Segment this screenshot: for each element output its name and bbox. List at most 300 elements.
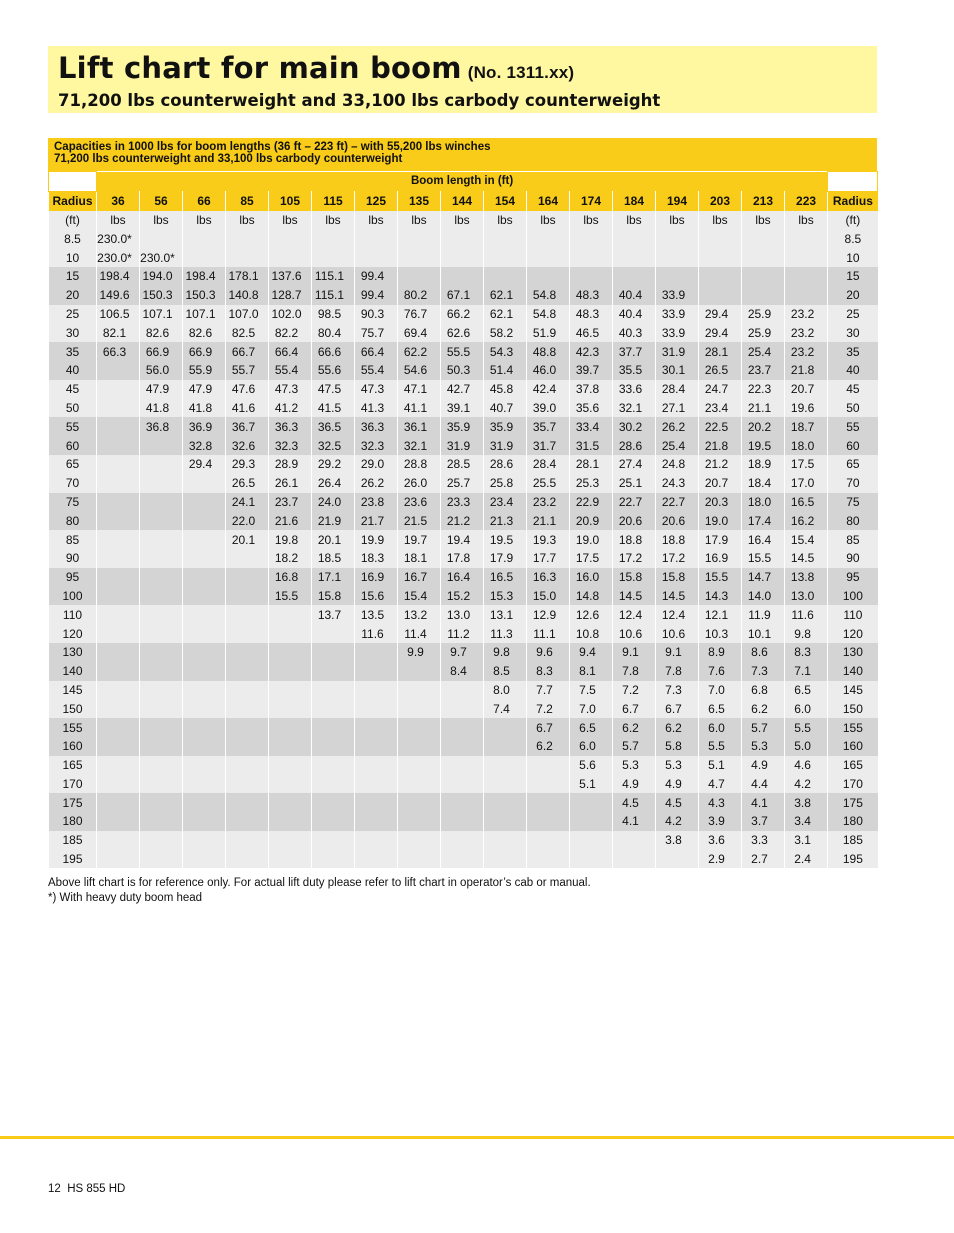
capacity-cell: 13.0: [785, 587, 828, 606]
capacity-cell: [613, 229, 656, 248]
capacity-cell: 28.4: [527, 455, 570, 474]
capacity-cell: 6.0: [699, 718, 742, 737]
radius-cell-right: 70: [828, 474, 878, 493]
capacity-cell: [355, 737, 398, 756]
capacity-cell: 18.8: [656, 530, 699, 549]
capacity-cell: 15.8: [613, 568, 656, 587]
capacity-cell: 47.3: [269, 380, 312, 399]
capacity-cell: [183, 229, 226, 248]
capacity-cell: 10.6: [613, 624, 656, 643]
capacity-cell: 7.1: [785, 662, 828, 681]
capacity-cell: 15.0: [527, 587, 570, 606]
capacity-cell: 41.8: [140, 399, 183, 418]
capacity-cell: [656, 248, 699, 267]
capacity-cell: [97, 455, 140, 474]
capacity-cell: [441, 812, 484, 831]
capacity-cell: 8.9: [699, 643, 742, 662]
capacity-cell: 4.4: [742, 775, 785, 794]
capacity-cell: 27.1: [656, 399, 699, 418]
capacity-cell: [570, 831, 613, 850]
capacity-cell: 29.4: [699, 305, 742, 324]
capacity-cell: 20.7: [785, 380, 828, 399]
capacity-cell: 30.2: [613, 417, 656, 436]
capacity-cell: 23.2: [785, 342, 828, 361]
capacity-cell: [183, 718, 226, 737]
capacity-cell: [226, 229, 269, 248]
capacity-cell: 14.5: [656, 587, 699, 606]
capacity-cell: 40.7: [484, 399, 527, 418]
capacity-cell: 14.5: [785, 549, 828, 568]
capacity-cell: [441, 756, 484, 775]
boom-length-154: 154: [484, 191, 527, 210]
capacity-cell: 11.9: [742, 605, 785, 624]
capacity-cell: [140, 474, 183, 493]
radius-unit-left: (ft): [49, 211, 97, 230]
radius-cell-right: 25: [828, 305, 878, 324]
radius-cell: 110: [49, 605, 97, 624]
radius-cell: 85: [49, 530, 97, 549]
capacity-cell: 33.9: [656, 286, 699, 305]
capacity-cell: 14.7: [742, 568, 785, 587]
capacity-cell: [226, 587, 269, 606]
capacity-cell: [97, 831, 140, 850]
capacity-cell: [140, 718, 183, 737]
capacity-cell: [97, 681, 140, 700]
table-caption: [48, 138, 877, 171]
capacity-cell: 66.4: [269, 342, 312, 361]
capacity-cell: [484, 248, 527, 267]
capacity-cell: 19.4: [441, 530, 484, 549]
capacity-cell: [183, 493, 226, 512]
capacity-cell: [527, 812, 570, 831]
capacity-cell: 28.9: [269, 455, 312, 474]
capacity-cell: 16.3: [527, 568, 570, 587]
capacity-cell: 17.4: [742, 511, 785, 530]
capacity-cell: [398, 229, 441, 248]
unit-lbs: lbs: [441, 211, 484, 230]
capacity-cell: 198.4: [183, 267, 226, 286]
capacity-cell: 21.7: [355, 511, 398, 530]
capacity-cell: 14.0: [742, 587, 785, 606]
capacity-cell: [441, 699, 484, 718]
table-row: [49, 493, 878, 512]
capacity-cell: [656, 229, 699, 248]
capacity-cell: 45.8: [484, 380, 527, 399]
capacity-cell: [140, 756, 183, 775]
boom-length-184: 184: [613, 191, 656, 210]
capacity-cell: 36.3: [355, 417, 398, 436]
capacity-cell: 19.0: [699, 511, 742, 530]
capacity-cell: 25.1: [613, 474, 656, 493]
table-row: [49, 718, 878, 737]
notes: [48, 876, 877, 906]
capacity-cell: 7.6: [699, 662, 742, 681]
capacity-cell: 32.3: [355, 436, 398, 455]
capacity-cell: [355, 793, 398, 812]
capacity-cell: 36.1: [398, 417, 441, 436]
capacity-cell: 21.8: [785, 361, 828, 380]
capacity-cell: [226, 549, 269, 568]
radius-cell: 175: [49, 793, 97, 812]
radius-cell: 45: [49, 380, 97, 399]
capacity-cell: [183, 793, 226, 812]
boom-length-row: [49, 191, 878, 210]
radius-cell-right: 165: [828, 756, 878, 775]
capacity-cell: 7.0: [699, 681, 742, 700]
capacity-cell: [226, 662, 269, 681]
capacity-cell: [140, 436, 183, 455]
capacity-cell: [226, 699, 269, 718]
capacity-cell: 26.5: [699, 361, 742, 380]
capacity-cell: 230.0*: [97, 248, 140, 267]
capacity-cell: 26.0: [398, 474, 441, 493]
capacity-cell: 15.8: [656, 568, 699, 587]
capacity-cell: 26.1: [269, 474, 312, 493]
capacity-cell: [140, 831, 183, 850]
table-row: [49, 831, 878, 850]
capacity-cell: [226, 624, 269, 643]
capacity-cell: 17.2: [656, 549, 699, 568]
capacity-cell: [226, 850, 269, 869]
capacity-cell: 115.1: [312, 286, 355, 305]
capacity-cell: 40.3: [613, 323, 656, 342]
capacity-cell: 47.9: [183, 380, 226, 399]
capacity-cell: [312, 737, 355, 756]
boom-length-66: 66: [183, 191, 226, 210]
capacity-cell: 21.5: [398, 511, 441, 530]
table-row: [49, 474, 878, 493]
capacity-cell: 67.1: [441, 286, 484, 305]
capacity-cell: [97, 399, 140, 418]
radius-cell: 180: [49, 812, 97, 831]
table-row: [49, 850, 878, 869]
unit-lbs: lbs: [398, 211, 441, 230]
capacity-cell: 15.6: [355, 587, 398, 606]
capacity-cell: 6.2: [656, 718, 699, 737]
capacity-cell: 82.6: [183, 323, 226, 342]
capacity-cell: 16.9: [355, 568, 398, 587]
capacity-cell: 62.6: [441, 323, 484, 342]
capacity-cell: 25.4: [742, 342, 785, 361]
capacity-cell: [355, 699, 398, 718]
capacity-cell: [269, 624, 312, 643]
capacity-cell: 26.4: [312, 474, 355, 493]
unit-lbs: lbs: [269, 211, 312, 230]
capacity-cell: 20.1: [226, 530, 269, 549]
radius-cell-right: 8.5: [828, 229, 878, 248]
radius-cell-right: 100: [828, 587, 878, 606]
capacity-cell: 47.1: [398, 380, 441, 399]
capacity-cell: [140, 681, 183, 700]
radius-cell: 70: [49, 474, 97, 493]
capacity-cell: 8.0: [484, 681, 527, 700]
capacity-cell: [183, 568, 226, 587]
capacity-cell: 12.4: [613, 605, 656, 624]
capacity-cell: 15.5: [699, 568, 742, 587]
table-row: [49, 229, 878, 248]
radius-cell: 50: [49, 399, 97, 418]
table-row: [49, 681, 878, 700]
capacity-cell: 25.3: [570, 474, 613, 493]
capacity-cell: [398, 267, 441, 286]
table-row: [49, 624, 878, 643]
capacity-cell: 19.3: [527, 530, 570, 549]
radius-cell-right: 185: [828, 831, 878, 850]
capacity-cell: 33.4: [570, 417, 613, 436]
capacity-cell: 7.4: [484, 699, 527, 718]
capacity-cell: 20.7: [699, 474, 742, 493]
radius-cell-right: 80: [828, 511, 878, 530]
capacity-cell: 16.9: [699, 549, 742, 568]
capacity-cell: [226, 737, 269, 756]
capacity-cell: [355, 662, 398, 681]
boom-length-223: 223: [785, 191, 828, 210]
capacity-cell: 16.7: [398, 568, 441, 587]
capacity-cell: 7.8: [613, 662, 656, 681]
capacity-cell: [226, 718, 269, 737]
capacity-cell: [183, 549, 226, 568]
capacity-cell: 12.4: [656, 605, 699, 624]
capacity-cell: [97, 662, 140, 681]
capacity-cell: [484, 737, 527, 756]
radius-cell-right: 195: [828, 850, 878, 869]
capacity-cell: 26.2: [355, 474, 398, 493]
capacity-cell: 36.8: [140, 417, 183, 436]
capacity-cell: 42.4: [527, 380, 570, 399]
capacity-cell: 2.4: [785, 850, 828, 869]
radius-cell-right: 30: [828, 323, 878, 342]
capacity-cell: 10.3: [699, 624, 742, 643]
footer-model: HS 855 HD: [67, 1183, 126, 1195]
capacity-cell: 32.5: [312, 436, 355, 455]
radius-cell: 145: [49, 681, 97, 700]
capacity-cell: [183, 699, 226, 718]
capacity-cell: 28.1: [699, 342, 742, 361]
capacity-cell: 3.9: [699, 812, 742, 831]
capacity-cell: 21.8: [699, 436, 742, 455]
capacity-cell: 35.5: [613, 361, 656, 380]
capacity-cell: 33.9: [656, 305, 699, 324]
capacity-cell: 8.3: [785, 643, 828, 662]
capacity-cell: 150.3: [183, 286, 226, 305]
capacity-cell: [140, 737, 183, 756]
capacity-cell: [269, 850, 312, 869]
capacity-cell: [570, 229, 613, 248]
capacity-cell: [97, 474, 140, 493]
capacity-cell: [269, 718, 312, 737]
capacity-cell: 16.4: [742, 530, 785, 549]
capacity-cell: [742, 267, 785, 286]
capacity-cell: 42.3: [570, 342, 613, 361]
boom-length-105: 105: [269, 191, 312, 210]
capacity-cell: 29.2: [312, 455, 355, 474]
capacity-cell: [398, 831, 441, 850]
capacity-cell: 40.4: [613, 286, 656, 305]
capacity-cell: 69.4: [398, 323, 441, 342]
capacity-cell: [226, 775, 269, 794]
capacity-cell: [97, 699, 140, 718]
capacity-cell: 22.7: [656, 493, 699, 512]
title-model: (No. 1311.xx): [467, 63, 575, 82]
radius-cell: 75: [49, 493, 97, 512]
capacity-cell: 11.4: [398, 624, 441, 643]
capacity-cell: [656, 850, 699, 869]
capacity-cell: [699, 286, 742, 305]
capacity-cell: 3.4: [785, 812, 828, 831]
capacity-cell: [312, 662, 355, 681]
radius-cell-right: 85: [828, 530, 878, 549]
capacity-cell: 16.4: [441, 568, 484, 587]
capacity-cell: [140, 511, 183, 530]
capacity-cell: [183, 587, 226, 606]
capacity-cell: 55.9: [183, 361, 226, 380]
capacity-cell: 25.7: [441, 474, 484, 493]
capacity-cell: 23.6: [398, 493, 441, 512]
capacity-cell: 22.0: [226, 511, 269, 530]
radius-cell: 150: [49, 699, 97, 718]
capacity-cell: 25.5: [527, 474, 570, 493]
capacity-cell: [226, 831, 269, 850]
capacity-cell: 20.2: [742, 417, 785, 436]
capacity-cell: [355, 229, 398, 248]
capacity-cell: 9.1: [613, 643, 656, 662]
capacity-cell: 9.9: [398, 643, 441, 662]
radius-cell-right: 75: [828, 493, 878, 512]
capacity-cell: 41.5: [312, 399, 355, 418]
table-row: [49, 511, 878, 530]
capacity-cell: 230.0*: [140, 248, 183, 267]
capacity-cell: 11.3: [484, 624, 527, 643]
capacity-cell: [269, 643, 312, 662]
capacity-cell: [398, 718, 441, 737]
table-row: [49, 399, 878, 418]
capacity-cell: 17.1: [312, 568, 355, 587]
table-row: [49, 699, 878, 718]
lift-table-body: [49, 229, 878, 868]
capacity-cell: 23.8: [355, 493, 398, 512]
capacity-cell: [441, 850, 484, 869]
capacity-cell: 62.1: [484, 286, 527, 305]
radius-cell-right: 145: [828, 681, 878, 700]
capacity-cell: 19.8: [269, 530, 312, 549]
capacity-cell: 16.0: [570, 568, 613, 587]
capacity-cell: [183, 737, 226, 756]
capacity-cell: 8.1: [570, 662, 613, 681]
capacity-cell: 18.4: [742, 474, 785, 493]
capacity-cell: 42.7: [441, 380, 484, 399]
capacity-cell: 17.7: [527, 549, 570, 568]
capacity-cell: 4.9: [656, 775, 699, 794]
table-row: [49, 248, 878, 267]
radius-cell-right: 40: [828, 361, 878, 380]
capacity-cell: 41.1: [398, 399, 441, 418]
capacity-cell: [355, 812, 398, 831]
radius-cell-right: 140: [828, 662, 878, 681]
capacity-cell: 23.7: [269, 493, 312, 512]
capacity-cell: 80.2: [398, 286, 441, 305]
capacity-cell: 37.7: [613, 342, 656, 361]
capacity-cell: 14.8: [570, 587, 613, 606]
capacity-cell: 18.9: [742, 455, 785, 474]
capacity-cell: 17.8: [441, 549, 484, 568]
capacity-cell: [398, 775, 441, 794]
capacity-cell: [269, 756, 312, 775]
title-box: [48, 46, 877, 113]
capacity-cell: 24.8: [656, 455, 699, 474]
capacity-cell: [312, 699, 355, 718]
capacity-cell: 3.8: [656, 831, 699, 850]
radius-cell: 140: [49, 662, 97, 681]
capacity-cell: [785, 286, 828, 305]
capacity-cell: 47.5: [312, 380, 355, 399]
radius-cell: 185: [49, 831, 97, 850]
capacity-cell: 54.8: [527, 305, 570, 324]
radius-cell-right: 95: [828, 568, 878, 587]
capacity-cell: 21.2: [699, 455, 742, 474]
capacity-cell: [97, 756, 140, 775]
capacity-cell: [527, 756, 570, 775]
page-footer: [48, 1183, 125, 1195]
capacity-cell: [398, 812, 441, 831]
capacity-cell: [355, 681, 398, 700]
capacity-cell: 12.9: [527, 605, 570, 624]
capacity-cell: 7.2: [527, 699, 570, 718]
capacity-cell: 15.5: [742, 549, 785, 568]
page-number: 12: [48, 1183, 61, 1195]
capacity-cell: 5.1: [699, 756, 742, 775]
radius-cell: 155: [49, 718, 97, 737]
capacity-cell: [355, 850, 398, 869]
capacity-cell: 8.6: [742, 643, 785, 662]
capacity-cell: 15.4: [398, 587, 441, 606]
capacity-cell: [226, 793, 269, 812]
capacity-cell: 39.0: [527, 399, 570, 418]
capacity-cell: 13.2: [398, 605, 441, 624]
capacity-cell: [312, 775, 355, 794]
capacity-cell: 7.7: [527, 681, 570, 700]
lift-chart-table: [48, 171, 878, 868]
radius-cell-right: 35: [828, 342, 878, 361]
radius-cell-right: 55: [828, 417, 878, 436]
capacity-cell: 3.8: [785, 793, 828, 812]
capacity-cell: 22.7: [613, 493, 656, 512]
capacity-cell: 55.4: [269, 361, 312, 380]
capacity-cell: 54.6: [398, 361, 441, 380]
capacity-cell: [484, 775, 527, 794]
capacity-cell: 17.9: [484, 549, 527, 568]
capacity-cell: [140, 662, 183, 681]
capacity-cell: 6.5: [785, 681, 828, 700]
table-row: [49, 812, 878, 831]
capacity-cell: 31.9: [656, 342, 699, 361]
capacity-cell: 4.5: [656, 793, 699, 812]
capacity-cell: 23.2: [785, 323, 828, 342]
capacity-cell: [183, 511, 226, 530]
table-row: [49, 793, 878, 812]
capacity-cell: 22.5: [699, 417, 742, 436]
capacity-cell: 13.7: [312, 605, 355, 624]
capacity-cell: 46.0: [527, 361, 570, 380]
unit-lbs: lbs: [226, 211, 269, 230]
capacity-cell: [570, 812, 613, 831]
capacity-cell: 11.6: [355, 624, 398, 643]
boom-length-85: 85: [226, 191, 269, 210]
capacity-cell: 6.0: [785, 699, 828, 718]
capacity-cell: 3.7: [742, 812, 785, 831]
capacity-cell: 76.7: [398, 305, 441, 324]
boom-length-115: 115: [312, 191, 355, 210]
table-row: [49, 568, 878, 587]
